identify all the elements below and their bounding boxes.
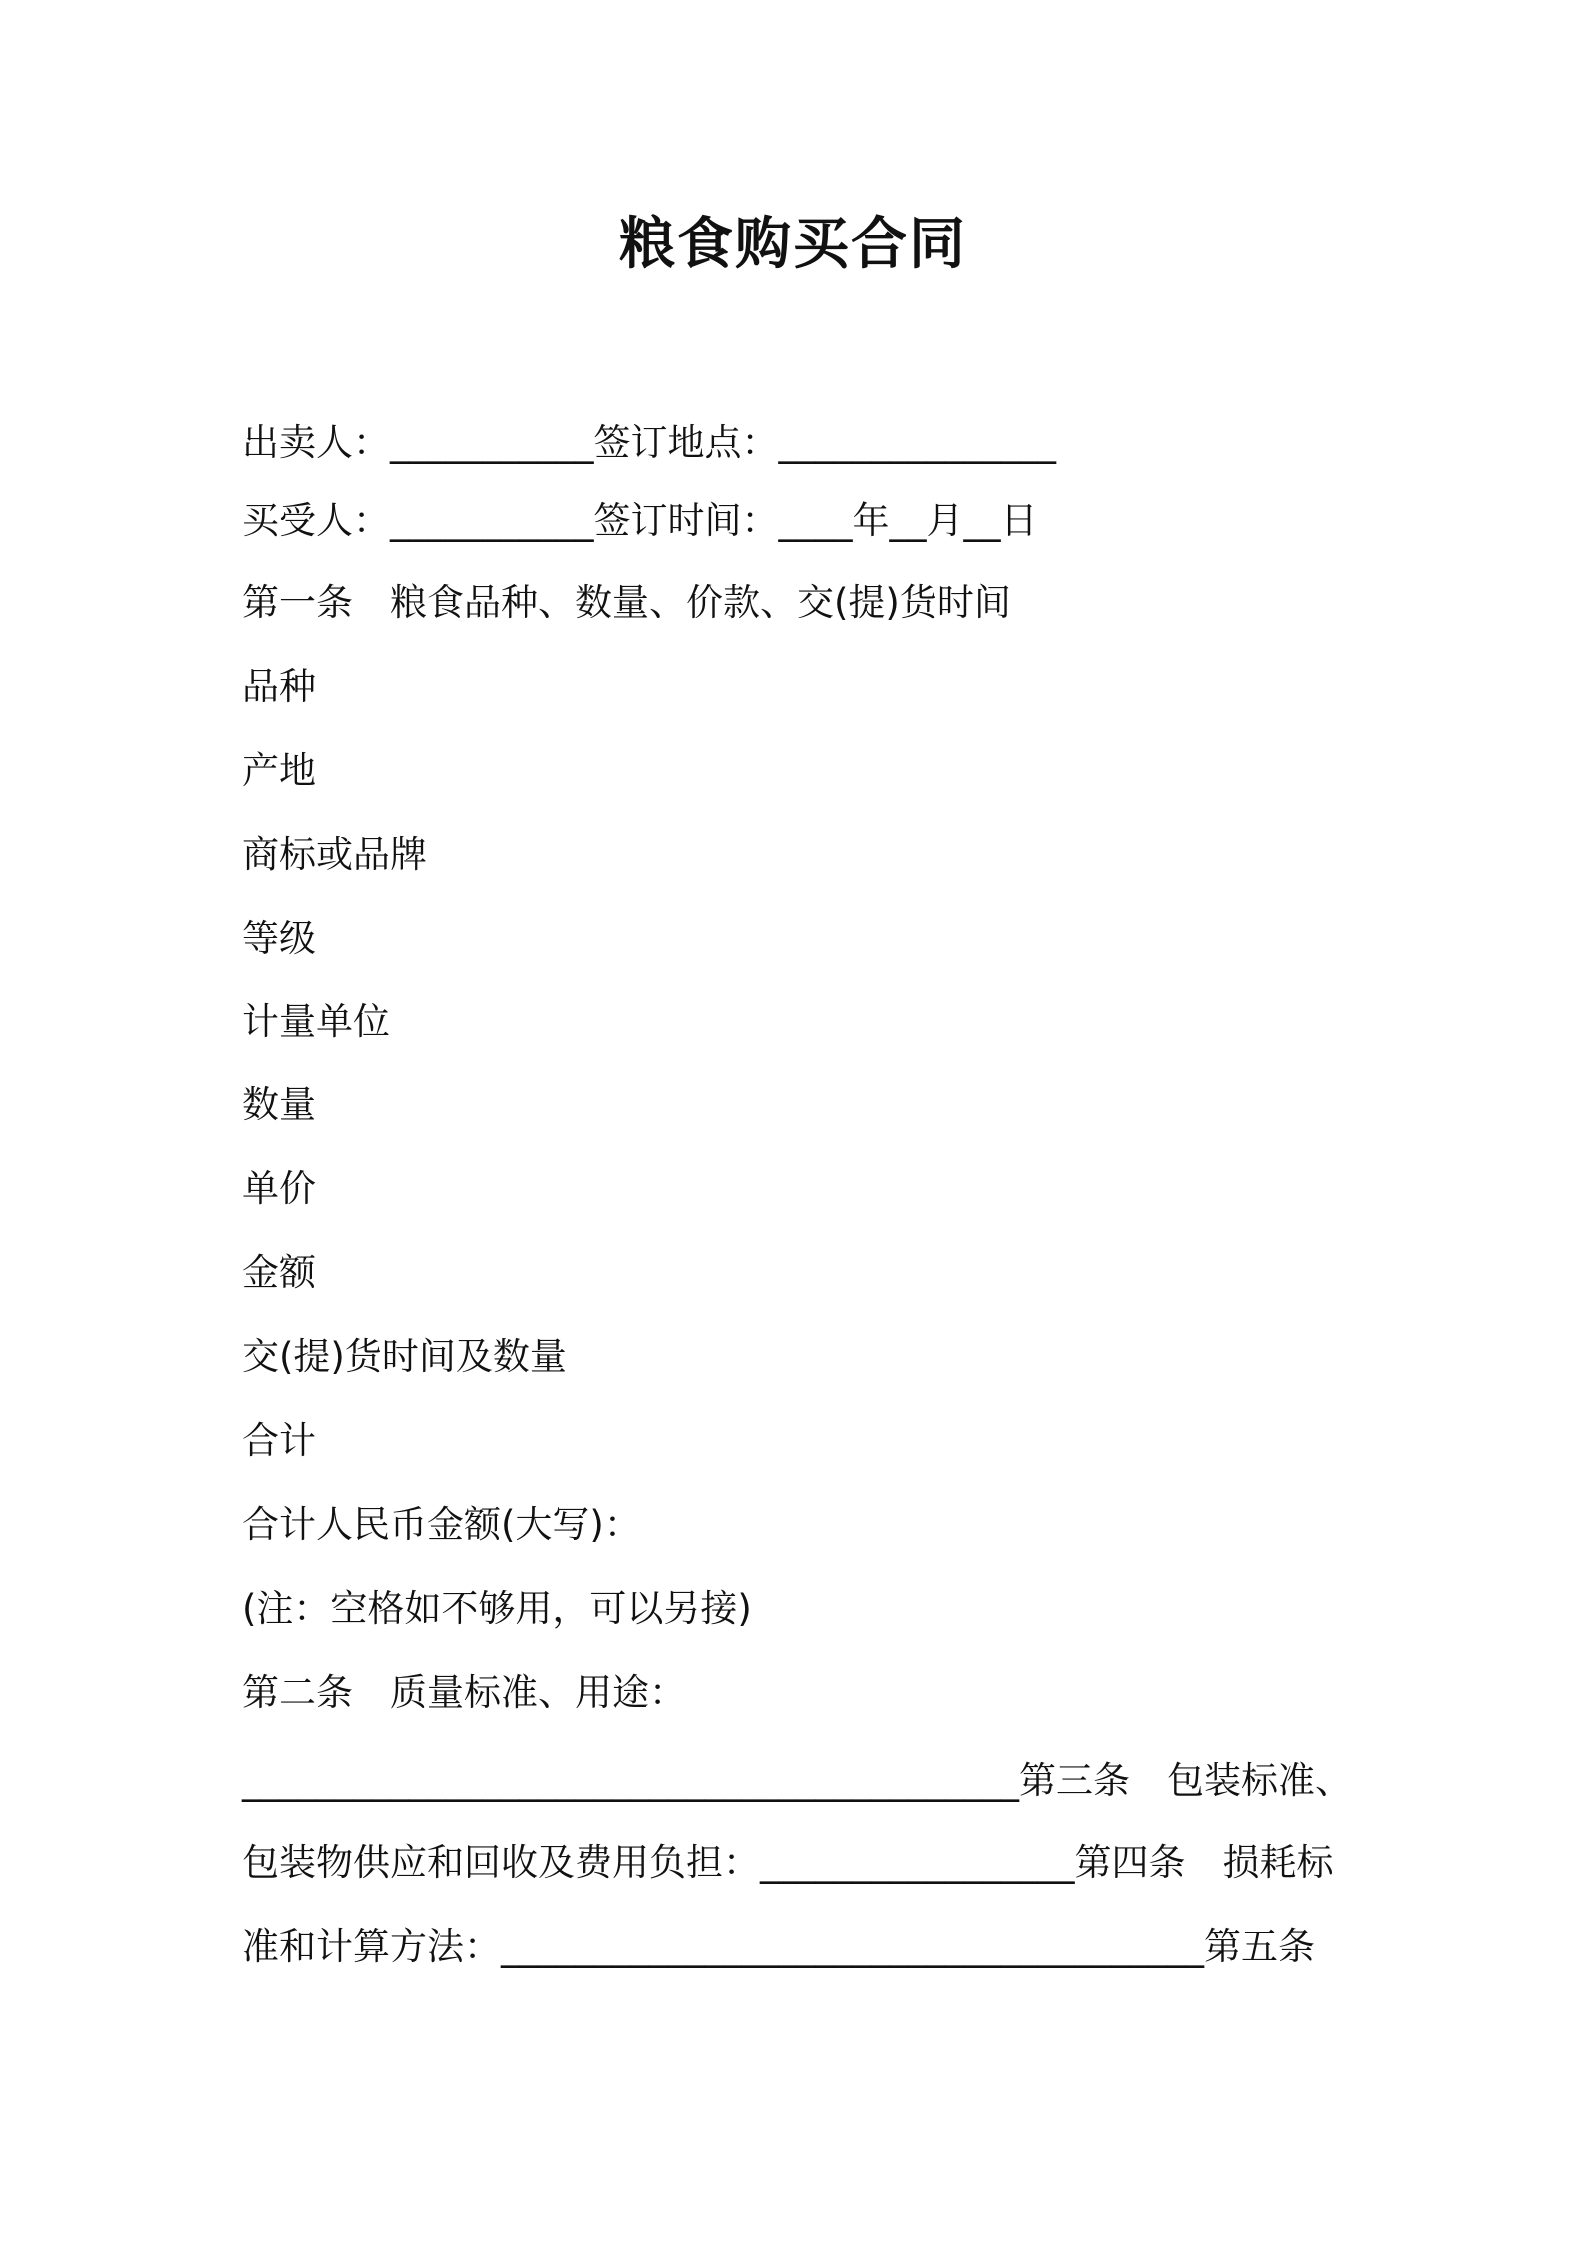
field-delivery-time-quantity: 交(提)货时间及数量 [242, 1335, 567, 1378]
article-2-blank-article-3: __________________________________________第三条 包装标准、 [242, 1759, 1352, 1802]
field-amount: 金额 [242, 1251, 316, 1294]
field-grade: 等级 [242, 917, 316, 960]
article-3-packaging-article-4: 包装物供应和回收及费用负担：_________________第四条 损耗标 [242, 1841, 1334, 1884]
article-1-heading: 第一条 粮食品种、数量、价款、交(提)货时间 [242, 581, 1011, 624]
field-quantity: 数量 [242, 1083, 316, 1126]
note-line: (注：空格如不够用，可以另接) [242, 1587, 752, 1630]
field-total: 合计 [242, 1419, 316, 1462]
document-title: 粮食购买合同 [619, 212, 967, 277]
field-total-rmb-uppercase: 合计人民币金额(大写)： [242, 1503, 641, 1546]
field-unit-price: 单价 [242, 1167, 316, 1210]
article-2-heading: 第二条 质量标准、用途： [242, 1671, 686, 1714]
field-unit-of-measure: 计量单位 [242, 1000, 390, 1043]
seller-and-signing-place-line: 出卖人：___________签订地点：_______________ [242, 421, 1056, 464]
field-variety: 品种 [242, 665, 316, 708]
buyer-and-signing-date-line: 买受人：___________签订时间：____年__月__日 [242, 499, 1038, 542]
field-trademark-brand: 商标或品牌 [242, 833, 427, 876]
field-origin: 产地 [242, 749, 316, 792]
article-4-loss-article-5: 准和计算方法：______________________________________第五条 [242, 1925, 1315, 1968]
